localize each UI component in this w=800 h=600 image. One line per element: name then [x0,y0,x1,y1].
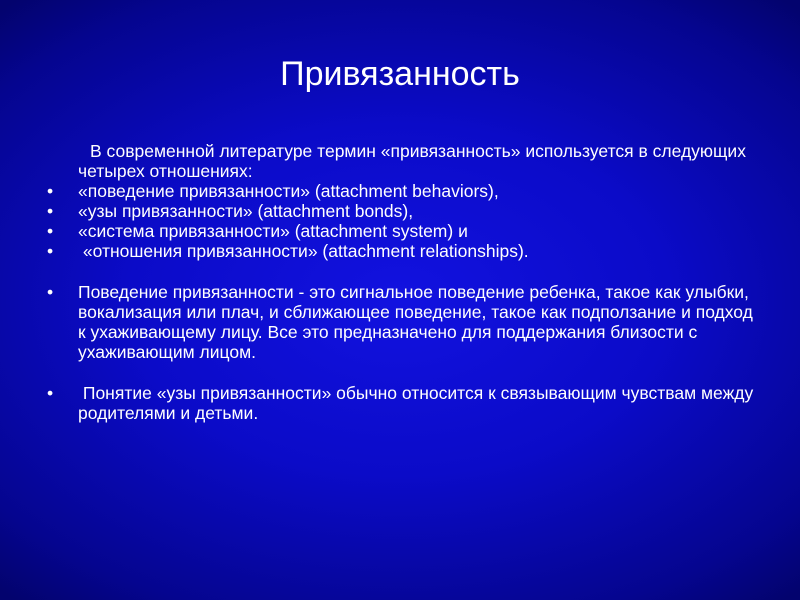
intro-paragraph: В современной литературе термин «привязанность» используется в следующих четырех отношениях: [78,141,746,181]
bullet-item-attachment-system: • «система привязанности» (attachment system) и [0,221,800,241]
spacer [0,362,800,383]
slide-title: Привязанность [280,55,520,93]
spacer [0,261,800,282]
bullet-item-attachment-relationships: • «отношения привязанности» (attachment relationships). [0,241,800,261]
bullet-item-attachment-bonds: • «узы привязанности» (attachment bonds), [0,201,800,221]
bullet-paragraph-bonds-definition: • Понятие «узы привязанности» обычно относится к связывающим чувствам между родителями и детьми. [0,383,800,423]
bullet-item-attachment-behaviors: • «поведение привязанности» (attachment behaviors), [0,181,800,201]
bullet-paragraph-behavior-definition: • Поведение привязанности - это сигнальное поведение ребенка, такое как улыбки, вокализация или плач, и сближающее поведение, такое как подползание и подход к ухаживающему лицу. Все это предназначено для поддержания близости с ухаживающим лицом. [0,282,800,362]
slide-body [0,141,800,423]
